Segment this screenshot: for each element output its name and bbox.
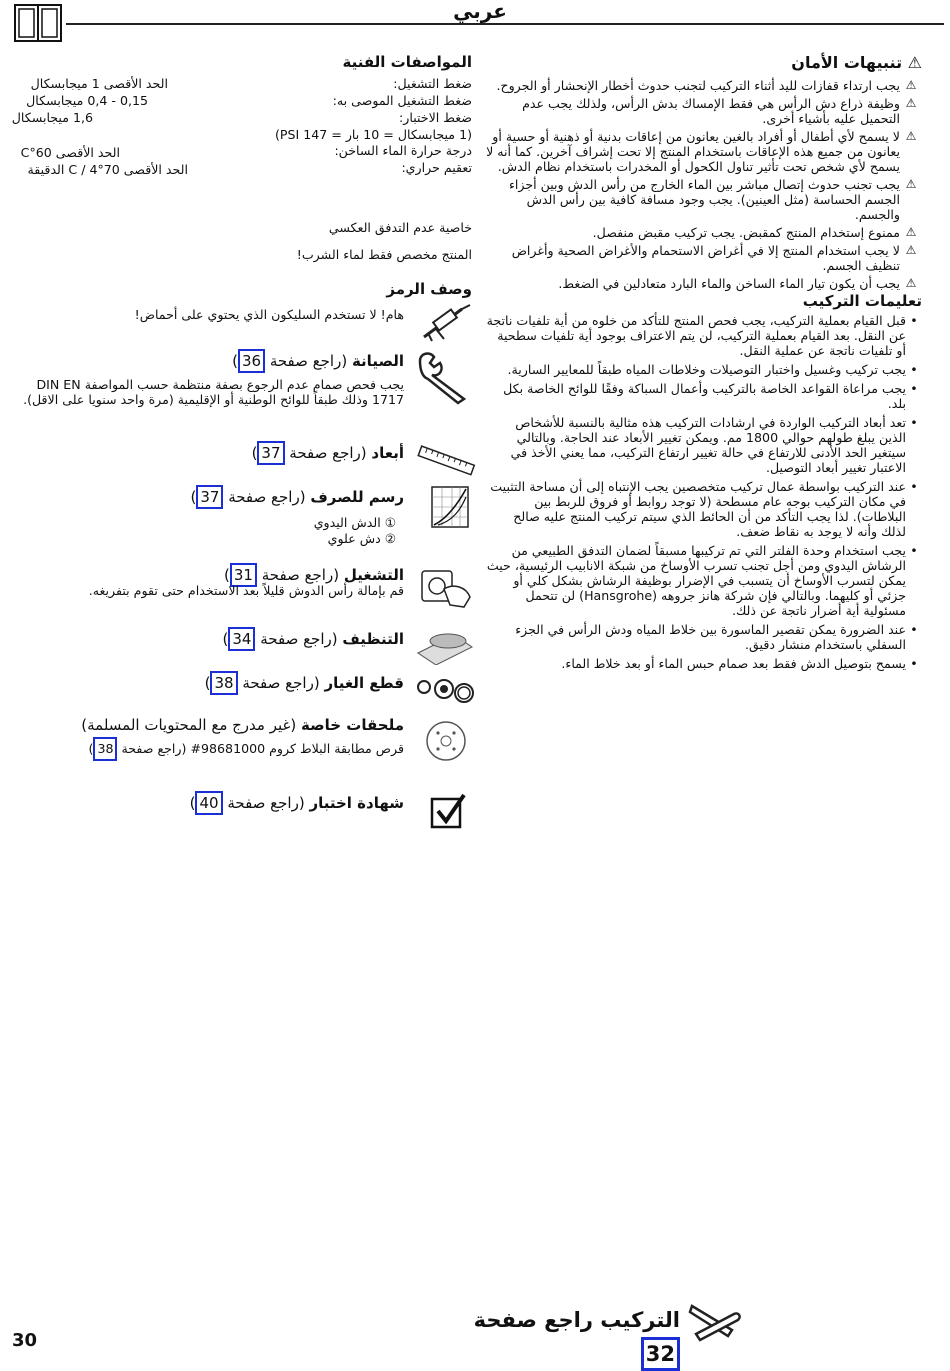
safety-item-text: لا يسمح لأي أطفال أو أفراد بالغين يعانون من إعاقات بدنية أو ذهنية أو حسية أو يعانون من جميع هذه الإعاقات باستخدام المنتج إلا تحت إشراف آخرين. كما أنه لا يسمح لأي شخص تحت تأثير تناول الكحول أو المخدرات باستخدام نظام الدش. (486, 129, 900, 174)
warning-icon: ⚠ (905, 78, 917, 92)
safety-item-text: لا يجب استخدام المنتج إلا في أغراض الاستحمام والأغراض الصحية وأغراض تنظيف الجسم. (511, 243, 900, 273)
silicone-section (8, 303, 472, 349)
book-icon (14, 4, 62, 42)
safety-item-text: يجب ارتداء قفازات لليد أثناء التركيب لتجنب حدوث أخطار الإنحشار أو الجروح. (496, 78, 900, 93)
flow-diagram-icon (430, 485, 470, 529)
bullet-icon: • (910, 656, 918, 671)
maintenance-body: يجب فحص صمام عدم الرجوع بصفة منتظمة حسب المواصفة DIN EN 1717 وذلك طبقاً للوائح الوطنية أو الإقليمية (مرة واحد سنويا على الاقل). (23, 377, 404, 407)
safety-list (486, 78, 922, 291)
bullet-icon: • (910, 479, 918, 494)
spares-section (8, 669, 472, 715)
installation-list (486, 313, 922, 671)
spec-value: الحد الأقصى 60°C (20, 145, 120, 160)
installation-item-text: تعد أبعاد التركيب الواردة في ارشادات التركيب هذه مثالية بالنسبة للأشخاص الذين يبلغ طولهم حوالي 1800 مم. ويمكن تغيير الأبعاد عند الحاجة. وبالتالي سيتغير الحد الأدنى للارتفاع في حالة تغيير ارتفاع التركيب، مما يعني الأخذ في الاعتبار تغيير أبعاد التوصيل. (510, 415, 906, 475)
safety-item (486, 177, 922, 222)
operation-section (8, 563, 472, 625)
checkbox-icon (430, 793, 466, 829)
flow-section (8, 485, 472, 563)
installation-heading: تعليمات التركيب (802, 292, 922, 310)
warning-icon: ⚠ (905, 225, 917, 239)
tile-disc-icon (424, 719, 468, 763)
installation-item-text: عند الضرورة يمكن تقصير الماسورة بين خلاط المياه ودش الرأس في الجزء السفلي باستخدام منشار دقيق. (515, 622, 906, 652)
backflow-note: خاصية عدم التدفق العكسي (328, 220, 472, 235)
page-ref-link[interactable]: 38 (93, 737, 117, 761)
footer-reference: التركيب راجع صفحة 32 (440, 1303, 680, 1371)
warning-icon: ⚠ (905, 243, 917, 257)
spec-label: ضغط التشغيل الموصى به: (332, 93, 472, 108)
installation-item-text: يسمح بتوصيل الدش فقط بعد صمام حبس الماء أو بعد خلاط الماء. (561, 656, 906, 671)
safety-item (486, 78, 922, 93)
specs-heading: المواصفات الفنية (342, 53, 472, 71)
bullet-icon: • (910, 415, 918, 430)
warning-icon: ⚠ (905, 129, 917, 143)
header-rule (66, 23, 944, 25)
warning-icon: ⚠ (905, 177, 917, 191)
spec-value: 0,15 - 0,4 ميجابسكال (26, 93, 148, 108)
installation-item (486, 543, 922, 618)
symbol-heading: وصف الرمز (386, 280, 472, 298)
bullet-icon: • (910, 362, 918, 377)
safety-item (486, 225, 922, 240)
cleaning-title: التنظيف (راجع صفحة 34) (8, 627, 404, 651)
language-title: عربي (453, 0, 507, 23)
bullet-icon: • (910, 543, 918, 558)
installation-item-text: عند التركيب بواسطة عمال تركيب متخصصين يجب الإنتباه إلى أن مساحة التثبيت في مكان التركيب بوجه عام مسطحة (لا توجد روابط أو فروق للربط بين البلاطات). لذا يجب التأكد من أن الحائط الذي سيتم تركيب المنتج عليه صالح لذلك وأنه لا يوجد به نقاط ضعف. (490, 479, 906, 539)
test-section (8, 789, 472, 839)
page-ref-link[interactable]: 34 (228, 627, 255, 651)
dimensions-section (8, 439, 472, 485)
warning-icon: ⚠ (905, 276, 917, 290)
spec-label: درجة حرارة الماء الساخن: (334, 143, 472, 158)
maintenance-section (8, 349, 472, 439)
flow-item: ① الدش اليدوي (313, 515, 396, 530)
spec-label: ضغط التشغيل: (393, 76, 472, 91)
safety-item-text: يجب تجنب حدوث إتصال مباشر بين الماء الخارج من رأس الدش وبين أجزاء الجسم الحساسة (مثل العينين). يجب وجود مسافة كافية بين رأس الدش والجسم. (509, 177, 900, 222)
installation-item-text: قبل القيام بعملية التركيب، يجب فحص المنتج للتأكد من خلوه من أية تلفيات ناتجة عن النقل. بعد القيام بعملية التركيب، لن يتم الاعتراف بوجود أية تلفيات سطحية أو تلفيات ناتجة عن عملية النقل. (486, 313, 906, 358)
hand-operation-icon (414, 563, 476, 611)
safety-item-text: وظيفة ذراع دش الرأس هي فقط الإمساك بدش الرأس، ولذلك يجب عدم التحميل عليه بأشياء أخرى. (522, 96, 900, 126)
page-number: 30 (12, 1330, 38, 1351)
page-ref-link[interactable]: 37 (257, 441, 284, 465)
safety-item (486, 276, 922, 291)
flow-item: ② دش علوي (327, 531, 396, 546)
page-ref-link[interactable]: 31 (230, 563, 257, 587)
safety-item-text: ممنوع إستخدام المنتج كمقبض. يجب تركيب مقبض منفصل. (592, 225, 900, 240)
page-ref-link[interactable]: 36 (238, 349, 265, 373)
installation-item-text: يجب استخدام وحدة الفلتر التي تم تركيبها مسبقاً لضمان التدفق الطبيعي من الرشاش اليدوي ومن أجل تجنب تسرب الأوساخ من شبكة الانابيب الرئيسية، حيث يمكن لتسرب الأوساخ أن يتسبب في الإضرار بوظيفة الرشاش بشكل كلي أو جزئي أو كليهما. وبالتالي فإن شركة هانز جروهه (Hansgrohe) لن تتحمل مسئولية أية أضرار ناتجة عن ذلك. (486, 543, 906, 618)
spec-value: 1,6 ميجابسكال (11, 110, 93, 125)
dimensions-title: أبعاد (راجع صفحة 37) (8, 441, 404, 465)
silicone-gun-icon (414, 303, 476, 343)
safety-item-text: يجب أن يكون تيار الماء الساخن والماء البارد متعادلين في الضغط. (558, 276, 900, 291)
installation-item (486, 415, 922, 475)
safety-item (486, 96, 922, 126)
bullet-icon: • (910, 381, 918, 396)
special-section (8, 715, 472, 789)
page-ref-link[interactable]: 40 (195, 791, 222, 815)
spec-value: الحد الأقصى 70°C / 4 الدقيقة (27, 162, 188, 177)
operation-title: التشغيل (راجع صفحة 31) (8, 563, 404, 587)
tools-icon (688, 1300, 742, 1344)
spare-parts-icon (414, 669, 476, 709)
installation-item (486, 362, 922, 377)
maintenance-title: الصيانة (راجع صفحة 36) (8, 349, 404, 373)
spec-label: (1 ميجابسكال = 10 بار = 147 PSI) (274, 127, 472, 142)
cleaning-section (8, 625, 472, 669)
bullet-icon: • (910, 313, 918, 328)
installation-item-text: يجب مراعاة القواعد الخاصة بالتركيب وأعمال السباكة وفقًا للوائح الخاصة بكل بلد. (503, 381, 906, 411)
installation-item (486, 479, 922, 539)
drinking-note: المنتج مخصص فقط لماء الشرب! (296, 247, 472, 262)
silicone-note: هام! لا تستخدم السليكون الذي يحتوي على أحماض! (134, 307, 404, 322)
operation-body: قم بإمالة رأس الدوش قليلاً بعد الاستخدام حتى تقوم بتفريغه. (88, 583, 404, 598)
installation-item (486, 313, 922, 358)
special-title: ملحقات خاصة (غير مدرج مع المحتويات المسلمة) (81, 716, 404, 734)
spec-label: تعقيم حراري: (401, 160, 472, 175)
spec-value: الحد الأقصى 1 ميجابسكال (30, 76, 168, 91)
test-title: شهادة اختبار (راجع صفحة 40) (8, 791, 404, 815)
spec-label: ضغط الاختبار: (399, 110, 472, 125)
warning-icon: ⚠ (905, 96, 917, 110)
cleaning-sponge-icon (414, 625, 476, 665)
ruler-icon (414, 441, 476, 481)
wrench-icon (414, 349, 476, 405)
page-ref-link[interactable]: 32 (641, 1337, 680, 1371)
installation-item-text: يجب تركيب وغسيل واختبار التوصيلات وخلاطات المياه طبقاً للمعايير السارية. (507, 362, 906, 377)
installation-item (486, 622, 922, 652)
bullet-icon: • (910, 622, 918, 637)
warning-large-icon: ⚠ (907, 53, 922, 72)
safety-item (486, 243, 922, 273)
spares-title: قطع الغيار (راجع صفحة 38) (8, 671, 404, 695)
flow-title: رسم للصرف (راجع صفحة 37) (8, 485, 404, 509)
installation-item (486, 656, 922, 671)
specs-table (8, 76, 472, 186)
page-ref-link[interactable]: 37 (196, 485, 223, 509)
page-ref-link[interactable]: 38 (210, 671, 237, 695)
safety-heading: ⚠ تنبيهات الأمان (791, 53, 922, 72)
right-column (486, 55, 922, 675)
safety-item (486, 129, 922, 174)
left-column (8, 55, 472, 839)
installation-item (486, 381, 922, 411)
special-body: قرص مطابقة البلاط كروم 98681000# (راجع صفحة 38) (8, 737, 404, 761)
